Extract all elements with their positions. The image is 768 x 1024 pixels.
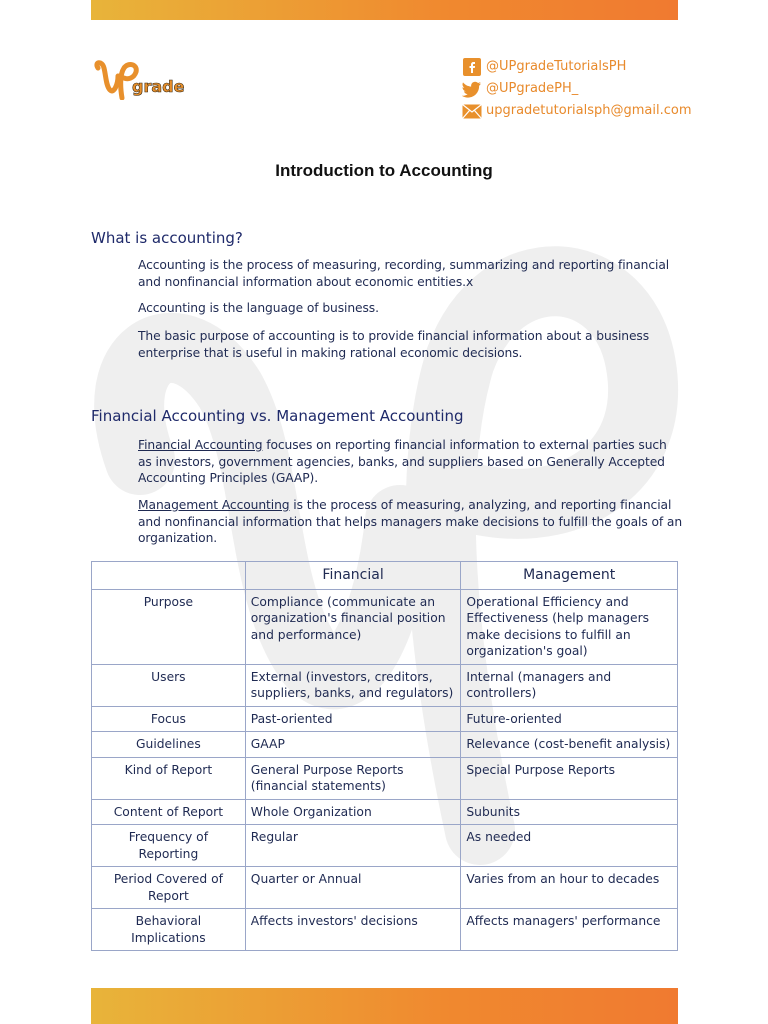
management-cell: Special Purpose Reports [461, 757, 678, 799]
twitter-handle: @UPgradePH_ [486, 81, 579, 96]
footer-gradient-bar [91, 988, 678, 1024]
header-gradient-bar [91, 0, 678, 20]
management-cell: Operational Efficiency and Effectiveness (help managers make decisions to fulfill an organization's goal) [461, 589, 678, 664]
table-row [92, 799, 678, 825]
paragraph-management-accounting [138, 497, 683, 547]
table-row [92, 757, 678, 799]
management-cell: As needed [461, 825, 678, 867]
twitter-icon [462, 80, 482, 98]
row-label: Kind of Report [92, 757, 246, 799]
twitter-contact[interactable] [462, 78, 692, 100]
financial-cell: General Purpose Reports (financial statements) [245, 757, 461, 799]
financial-cell: Compliance (communicate an organization's financial position and performance) [245, 589, 461, 664]
row-label: Frequency of Reporting [92, 825, 246, 867]
row-label: Guidelines [92, 732, 246, 758]
row-label: Focus [92, 706, 246, 732]
header-management: Management [461, 562, 678, 590]
header-financial: Financial [245, 562, 461, 590]
row-label: Users [92, 664, 246, 706]
email-address: upgradetutorialsph@gmail.com [486, 103, 692, 118]
svg-text:grade: grade [132, 77, 184, 96]
management-cell: Varies from an hour to decades [461, 867, 678, 909]
row-label: Content of Report [92, 799, 246, 825]
financial-cell: External (investors, creditors, suppliers, banks, and regulators) [245, 664, 461, 706]
financial-cell: GAAP [245, 732, 461, 758]
facebook-contact[interactable] [462, 56, 692, 78]
contact-block [462, 56, 692, 122]
term-management-accounting: Management Accounting [138, 498, 290, 512]
financial-cell: Quarter or Annual [245, 867, 461, 909]
table-row [92, 825, 678, 867]
management-cell: Subunits [461, 799, 678, 825]
table-row [92, 909, 678, 951]
header-empty [92, 562, 246, 590]
paragraph-financial-accounting [138, 437, 683, 487]
email-contact[interactable] [462, 100, 692, 122]
table-row [92, 706, 678, 732]
table-header-row [92, 562, 678, 590]
management-cell: Relevance (cost-benefit analysis) [461, 732, 678, 758]
facebook-handle: @UPgradeTutorialsPH [486, 59, 627, 74]
financial-cell: Regular [245, 825, 461, 867]
row-label: Purpose [92, 589, 246, 664]
section-heading-what-is-accounting: What is accounting? [91, 229, 243, 247]
row-label: Behavioral Implications [92, 909, 246, 951]
table-row [92, 732, 678, 758]
table-row [92, 664, 678, 706]
comparison-table [91, 561, 678, 951]
section-heading-fa-vs-ma: Financial Accounting vs. Management Accounting [91, 407, 464, 425]
financial-cell: Past-oriented [245, 706, 461, 732]
row-label: Period Covered of Report [92, 867, 246, 909]
upgrade-logo [92, 58, 184, 100]
financial-cell: Affects investors' decisions [245, 909, 461, 951]
term-financial-accounting: Financial Accounting [138, 438, 263, 452]
table-row [92, 867, 678, 909]
facebook-icon [462, 58, 482, 76]
paragraph-purpose: The basic purpose of accounting is to provide financial information about a business enterprise that is useful in making rational economic decisions. [138, 329, 650, 360]
ma-definition: is the process of measuring, analyzing, and reporting financial and nonfinancial information that helps managers make decisions to fulfill the goals of an organization. [138, 498, 683, 545]
management-cell: Future-oriented [461, 706, 678, 732]
envelope-icon [462, 102, 482, 120]
table-row [92, 589, 678, 664]
paragraph-language: Accounting is the language of business. [138, 301, 379, 315]
management-cell: Internal (managers and controllers) [461, 664, 678, 706]
fa-definition: focuses on reporting financial information to external parties such as investors, government agencies, banks, and suppliers based on Generally Accepted Accounting Principles (GAAP). [138, 438, 667, 485]
management-cell: Affects managers' performance [461, 909, 678, 951]
paragraph-definition: Accounting is the process of measuring, recording, summarizing and reporting financial and nonfinancial information about economic entities.x [138, 258, 670, 289]
page-title: Introduction to Accounting [275, 161, 493, 180]
financial-cell: Whole Organization [245, 799, 461, 825]
